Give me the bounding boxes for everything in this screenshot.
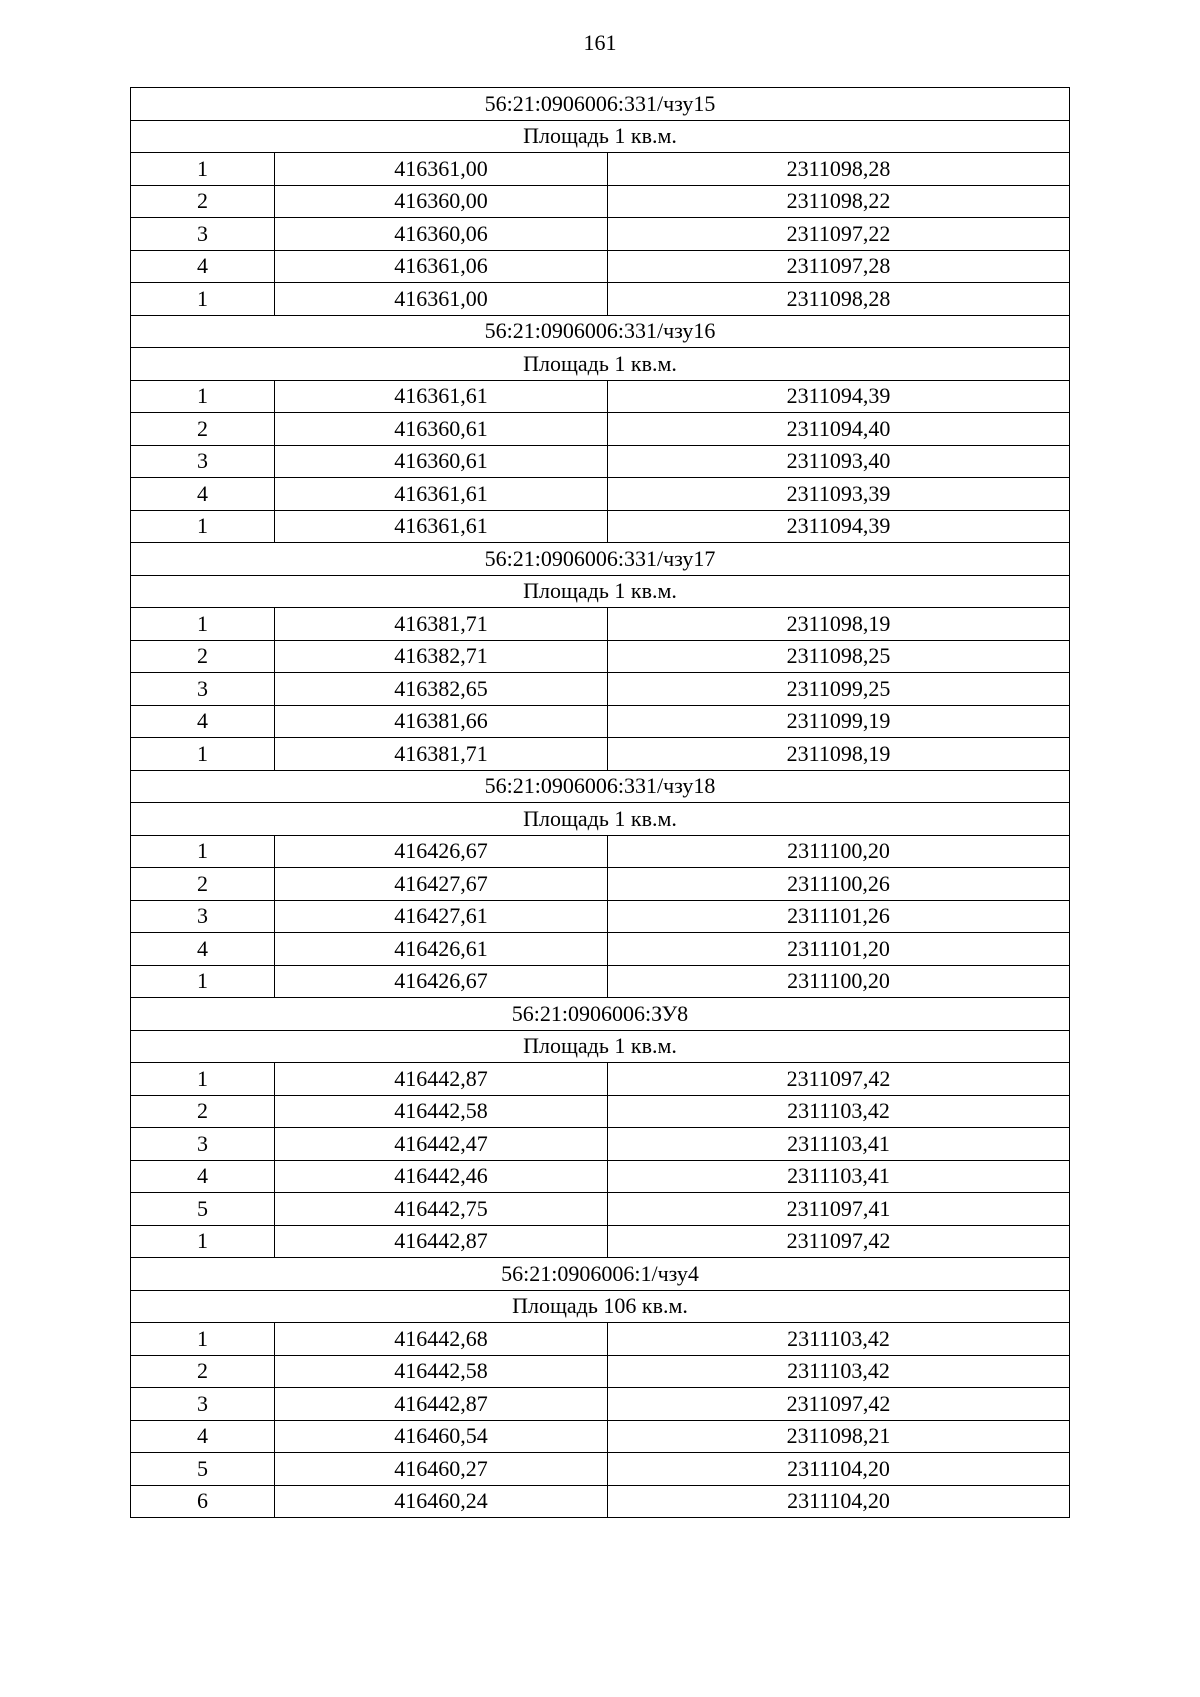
point-number: 1 [131, 283, 275, 316]
point-number: 3 [131, 900, 275, 933]
point-number: 2 [131, 185, 275, 218]
table-row [131, 705, 1070, 738]
coordinate-y: 2311097,42 [608, 1063, 1070, 1096]
point-number: 1 [131, 738, 275, 771]
coordinate-x: 416361,06 [275, 250, 608, 283]
point-number: 6 [131, 1485, 275, 1518]
coordinate-x: 416442,87 [275, 1225, 608, 1258]
point-number: 2 [131, 1355, 275, 1388]
point-number: 1 [131, 1225, 275, 1258]
table-row [131, 673, 1070, 706]
coordinate-x: 416360,61 [275, 413, 608, 446]
point-number: 2 [131, 640, 275, 673]
section-area-row [131, 1290, 1070, 1323]
point-number: 3 [131, 445, 275, 478]
table-row [131, 185, 1070, 218]
coordinate-y: 2311098,19 [608, 738, 1070, 771]
coordinate-x: 416426,67 [275, 835, 608, 868]
section-area: Площадь 1 кв.м. [131, 1030, 1070, 1063]
coordinate-x: 416382,65 [275, 673, 608, 706]
point-number: 4 [131, 1420, 275, 1453]
coordinate-x: 416442,87 [275, 1388, 608, 1421]
table-row [131, 1485, 1070, 1518]
table-row [131, 478, 1070, 511]
coordinate-y: 2311103,42 [608, 1323, 1070, 1356]
coordinate-x: 416442,58 [275, 1095, 608, 1128]
table-row [131, 283, 1070, 316]
point-number: 3 [131, 1128, 275, 1161]
coordinates-table-body [131, 88, 1070, 1518]
table-row [131, 1388, 1070, 1421]
section-cadastral-number: 56:21:0906006:1/чзу4 [131, 1258, 1070, 1291]
table-row [131, 1095, 1070, 1128]
point-number: 4 [131, 933, 275, 966]
coordinate-x: 416381,71 [275, 608, 608, 641]
coordinate-y: 2311098,21 [608, 1420, 1070, 1453]
coordinate-x: 416426,61 [275, 933, 608, 966]
point-number: 4 [131, 478, 275, 511]
table-row [131, 868, 1070, 901]
table-row [131, 1063, 1070, 1096]
point-number: 3 [131, 218, 275, 251]
point-number: 1 [131, 965, 275, 998]
coordinate-x: 416360,61 [275, 445, 608, 478]
coordinate-y: 2311103,41 [608, 1160, 1070, 1193]
coordinate-y: 2311097,22 [608, 218, 1070, 251]
coordinate-x: 416442,75 [275, 1193, 608, 1226]
coordinate-y: 2311094,39 [608, 510, 1070, 543]
section-area-row [131, 120, 1070, 153]
point-number: 1 [131, 153, 275, 186]
coordinate-x: 416442,58 [275, 1355, 608, 1388]
coordinate-x: 416382,71 [275, 640, 608, 673]
coordinate-x: 416361,61 [275, 478, 608, 511]
table-row [131, 1128, 1070, 1161]
coordinate-x: 416361,00 [275, 153, 608, 186]
page-number: 161 [583, 30, 617, 55]
table-row [131, 250, 1070, 283]
section-cadastral-number: 56:21:0906006:331/чзу18 [131, 770, 1070, 803]
coordinate-y: 2311097,41 [608, 1193, 1070, 1226]
point-number: 5 [131, 1453, 275, 1486]
section-area: Площадь 1 кв.м. [131, 803, 1070, 836]
table-row [131, 218, 1070, 251]
coordinate-y: 2311103,42 [608, 1355, 1070, 1388]
point-number: 1 [131, 380, 275, 413]
coordinate-x: 416381,66 [275, 705, 608, 738]
coordinate-y: 2311103,41 [608, 1128, 1070, 1161]
point-number: 1 [131, 510, 275, 543]
table-row [131, 933, 1070, 966]
table-row [131, 1323, 1070, 1356]
section-header-row [131, 88, 1070, 121]
section-header-row [131, 1258, 1070, 1291]
coordinates-table [130, 87, 1070, 1518]
table-row [131, 1420, 1070, 1453]
table-row [131, 413, 1070, 446]
coordinate-y: 2311100,26 [608, 868, 1070, 901]
section-header-row [131, 998, 1070, 1031]
table-row [131, 1355, 1070, 1388]
coordinate-y: 2311098,28 [608, 283, 1070, 316]
table-row [131, 153, 1070, 186]
coordinate-y: 2311103,42 [608, 1095, 1070, 1128]
point-number: 1 [131, 608, 275, 641]
coordinate-x: 416427,61 [275, 900, 608, 933]
coordinate-y: 2311101,20 [608, 933, 1070, 966]
coordinate-y: 2311099,19 [608, 705, 1070, 738]
coordinate-x: 416442,46 [275, 1160, 608, 1193]
coordinate-y: 2311104,20 [608, 1453, 1070, 1486]
coordinate-y: 2311097,28 [608, 250, 1070, 283]
section-area-row [131, 1030, 1070, 1063]
point-number: 1 [131, 1323, 275, 1356]
coordinate-y: 2311097,42 [608, 1388, 1070, 1421]
coordinate-x: 416442,68 [275, 1323, 608, 1356]
point-number: 2 [131, 868, 275, 901]
coordinate-y: 2311097,42 [608, 1225, 1070, 1258]
coordinate-y: 2311104,20 [608, 1485, 1070, 1518]
section-cadastral-number: 56:21:0906006:ЗУ8 [131, 998, 1070, 1031]
section-area: Площадь 1 кв.м. [131, 575, 1070, 608]
point-number: 3 [131, 1388, 275, 1421]
section-cadastral-number: 56:21:0906006:331/чзу16 [131, 315, 1070, 348]
table-row [131, 1225, 1070, 1258]
coordinate-y: 2311098,25 [608, 640, 1070, 673]
section-header-row [131, 770, 1070, 803]
coordinate-x: 416427,67 [275, 868, 608, 901]
table-row [131, 900, 1070, 933]
table-row [131, 640, 1070, 673]
point-number: 1 [131, 835, 275, 868]
point-number: 4 [131, 250, 275, 283]
table-row [131, 738, 1070, 771]
coordinate-x: 416361,61 [275, 510, 608, 543]
point-number: 1 [131, 1063, 275, 1096]
section-area: Площадь 1 кв.м. [131, 120, 1070, 153]
section-header-row [131, 543, 1070, 576]
section-area-row [131, 803, 1070, 836]
table-row [131, 380, 1070, 413]
section-cadastral-number: 56:21:0906006:331/чзу15 [131, 88, 1070, 121]
coordinate-y: 2311100,20 [608, 965, 1070, 998]
section-area-row [131, 348, 1070, 381]
table-row [131, 1160, 1070, 1193]
section-cadastral-number: 56:21:0906006:331/чзу17 [131, 543, 1070, 576]
section-area: Площадь 106 кв.м. [131, 1290, 1070, 1323]
table-row [131, 835, 1070, 868]
coordinate-x: 416460,54 [275, 1420, 608, 1453]
coordinate-x: 416442,47 [275, 1128, 608, 1161]
coordinate-x: 416361,61 [275, 380, 608, 413]
section-header-row [131, 315, 1070, 348]
coordinate-x: 416442,87 [275, 1063, 608, 1096]
table-row [131, 608, 1070, 641]
coordinate-x: 416381,71 [275, 738, 608, 771]
coordinate-y: 2311098,22 [608, 185, 1070, 218]
coordinate-y: 2311100,20 [608, 835, 1070, 868]
coordinate-y: 2311098,28 [608, 153, 1070, 186]
section-area: Площадь 1 кв.м. [131, 348, 1070, 381]
coordinate-x: 416360,00 [275, 185, 608, 218]
point-number: 3 [131, 673, 275, 706]
table-row [131, 1453, 1070, 1486]
coordinate-y: 2311094,40 [608, 413, 1070, 446]
coordinate-y: 2311098,19 [608, 608, 1070, 641]
point-number: 4 [131, 705, 275, 738]
coordinate-y: 2311094,39 [608, 380, 1070, 413]
coordinate-y: 2311099,25 [608, 673, 1070, 706]
point-number: 5 [131, 1193, 275, 1226]
table-row [131, 445, 1070, 478]
section-area-row [131, 575, 1070, 608]
point-number: 2 [131, 413, 275, 446]
point-number: 4 [131, 1160, 275, 1193]
coordinate-x: 416426,67 [275, 965, 608, 998]
table-row [131, 510, 1070, 543]
coordinate-y: 2311093,39 [608, 478, 1070, 511]
table-row [131, 1193, 1070, 1226]
table-row [131, 965, 1070, 998]
coordinate-x: 416361,00 [275, 283, 608, 316]
coordinate-y: 2311093,40 [608, 445, 1070, 478]
coordinate-x: 416460,24 [275, 1485, 608, 1518]
coordinate-x: 416360,06 [275, 218, 608, 251]
coordinate-y: 2311101,26 [608, 900, 1070, 933]
point-number: 2 [131, 1095, 275, 1128]
coordinate-x: 416460,27 [275, 1453, 608, 1486]
